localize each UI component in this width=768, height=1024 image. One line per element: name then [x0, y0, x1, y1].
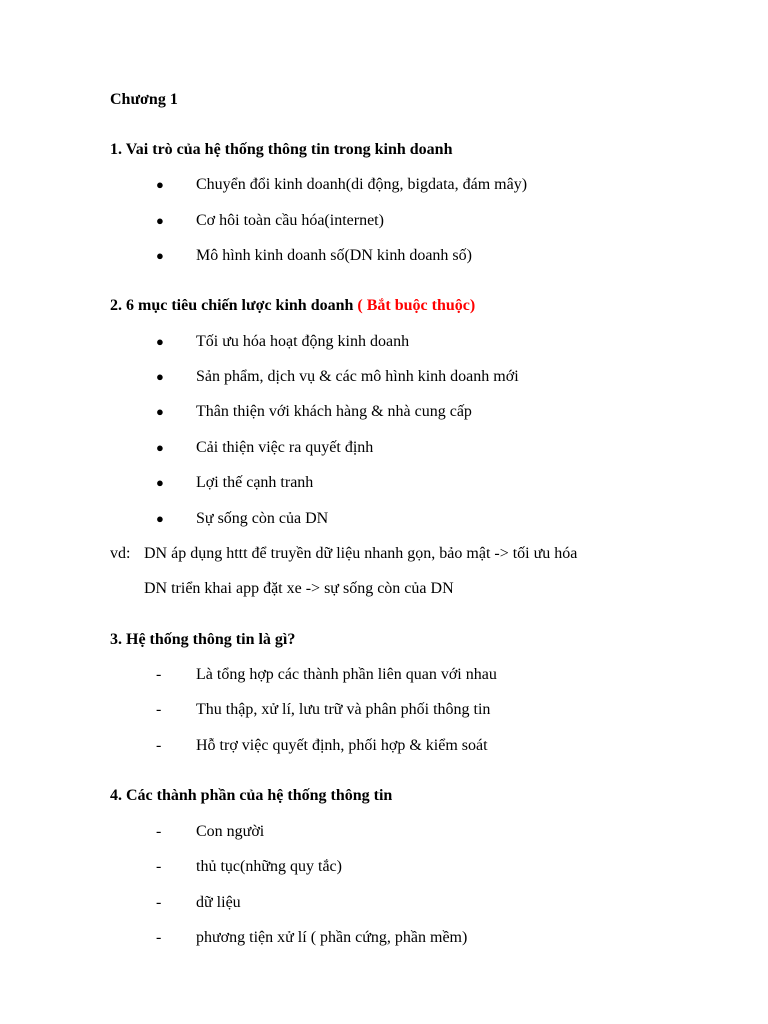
bullet-dash-icon: -: [156, 666, 162, 683]
section-2-item-1: Tối ưu hóa hoạt động kinh doanh: [196, 333, 410, 350]
bullet-dash-icon: -: [156, 929, 162, 946]
example-2: DN triển khai app đặt xe -> sự sống còn của DN: [144, 580, 454, 597]
section-3-item-1: Là tổng hợp các thành phần liên quan với nhau: [196, 666, 497, 683]
section-2-heading: [110, 296, 475, 316]
bullet-dash-icon: -: [156, 701, 162, 718]
section-1-item-2: Cơ hôi toàn cầu hóa(internet): [196, 212, 384, 229]
section-1-heading: 1. Vai trò của hệ thống thông tin trong kinh doanh: [110, 141, 453, 158]
example-label: vd:: [110, 545, 131, 562]
section-4-heading: 4. Các thành phần của hệ thống thông tin: [110, 787, 393, 804]
bullet-dot-icon: ●: [156, 475, 164, 490]
section-4-item-2: thủ tục(những quy tắc): [196, 858, 342, 875]
example-1: DN áp dụng httt để truyền dữ liệu nhanh gọn, bảo mật -> tối ưu hóa: [144, 545, 578, 562]
bullet-dot-icon: ●: [156, 334, 164, 349]
bullet-dot-icon: ●: [156, 177, 164, 192]
section-2-item-3: Thân thiện với khách hàng & nhà cung cấp: [196, 403, 472, 420]
bullet-dot-icon: ●: [156, 213, 164, 228]
section-3-item-3: Hỗ trợ việc quyết định, phối hợp & kiểm soát: [196, 737, 488, 754]
bullet-dot-icon: ●: [156, 369, 164, 384]
section-3-item-2: Thu thập, xử lí, lưu trữ và phân phối thông tin: [196, 701, 491, 718]
section-2-heading-text: 2. 6 mục tiêu chiến lược kinh doanh: [110, 297, 354, 314]
section-2-item-6: Sự sống còn của DN: [196, 510, 329, 527]
chapter-title: Chương 1: [110, 91, 178, 108]
bullet-dot-icon: ●: [156, 511, 164, 526]
section-1-item-1: Chuyển đổi kinh doanh(di động, bigdata, đám mây): [196, 176, 528, 193]
bullet-dot-icon: ●: [156, 440, 164, 455]
required-note: ( Bắt buộc thuộc): [353, 297, 476, 314]
bullet-dash-icon: -: [156, 737, 162, 754]
section-4-item-1: Con người: [196, 823, 265, 840]
section-4-item-4: phương tiện xử lí ( phần cứng, phần mềm): [196, 929, 468, 946]
section-4-item-3: dữ liệu: [196, 894, 241, 911]
bullet-dash-icon: -: [156, 894, 162, 911]
bullet-dot-icon: ●: [156, 404, 164, 419]
section-2-item-2: Sản phẩm, dịch vụ & các mô hình kinh doanh mới: [196, 368, 519, 385]
section-3-heading: 3. Hệ thống thông tin là gì?: [110, 631, 296, 648]
bullet-dash-icon: -: [156, 858, 162, 875]
bullet-dash-icon: -: [156, 823, 162, 840]
bullet-dot-icon: ●: [156, 248, 164, 263]
section-2-item-4: Cải thiện việc ra quyết định: [196, 439, 374, 456]
section-1-item-3: Mô hình kinh doanh số(DN kinh doanh số): [196, 247, 472, 264]
section-2-item-5: Lợi thế cạnh tranh: [196, 474, 314, 491]
